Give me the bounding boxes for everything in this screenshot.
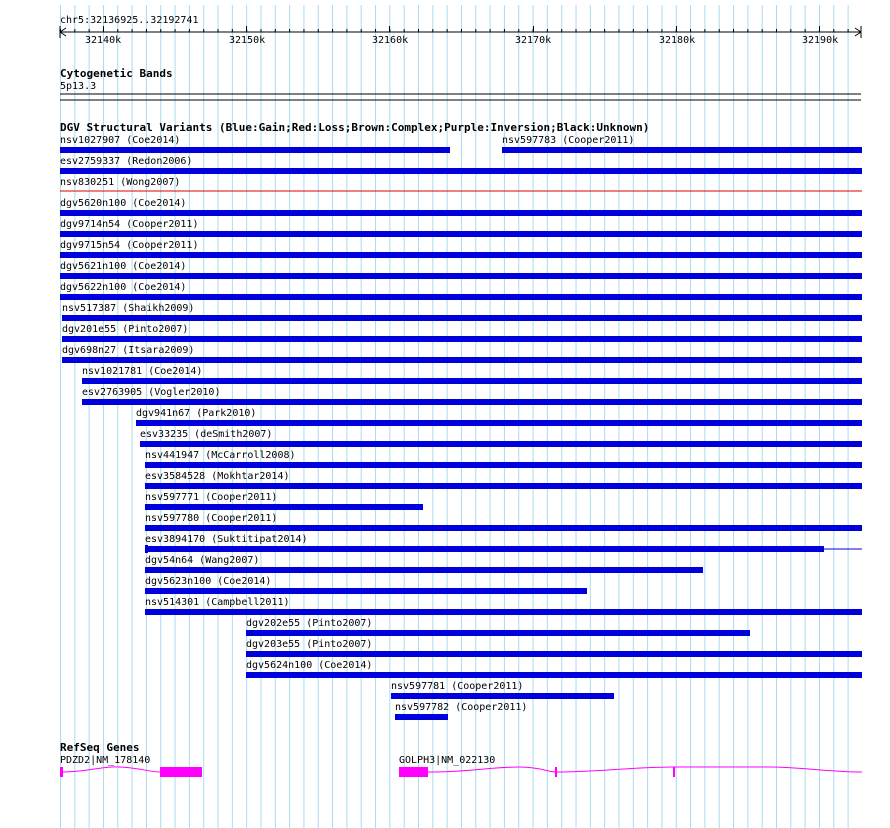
variant-label[interactable]: nsv441947 (McCarroll2008) — [145, 450, 296, 461]
variant-bar — [145, 567, 703, 573]
gene-label[interactable]: PDZD2|NM_178140 — [60, 755, 151, 766]
golph3-exon — [555, 767, 557, 777]
variant-bar — [62, 357, 862, 363]
variant-bar — [145, 462, 862, 468]
cytoband-track — [60, 94, 861, 100]
variant-bar — [82, 399, 862, 405]
variant-label[interactable]: nsv597780 (Cooper2011) — [145, 513, 278, 524]
pdzd2-exon — [60, 767, 63, 777]
variant-label[interactable]: nsv597781 (Cooper2011) — [391, 681, 524, 692]
variant-bar — [140, 441, 862, 447]
golph3-intron — [399, 767, 862, 772]
cytoband-label: 5p13.3 — [60, 81, 97, 92]
coordinate-ruler — [60, 26, 861, 38]
variant-bar — [145, 504, 423, 510]
variant-label[interactable]: dgv5620n100 (Coe2014) — [60, 198, 187, 209]
variant-bar — [391, 693, 614, 699]
gene-label[interactable]: GOLPH3|NM_022130 — [399, 755, 496, 766]
variant-bar — [60, 210, 862, 216]
variant-label[interactable]: dgv5622n100 (Coe2014) — [60, 282, 187, 293]
variant-bar — [246, 651, 862, 657]
variant-label[interactable]: esv33235 (deSmith2007) — [140, 429, 273, 440]
ruler-tick-label: 32190k — [802, 35, 839, 46]
cytoband-track-title[interactable]: Cytogenetic Bands — [60, 67, 173, 80]
variant-label[interactable]: dgv203e55 (Pinto2007) — [246, 639, 373, 650]
ruler-tick-label: 32180k — [659, 35, 696, 46]
variant-bar — [502, 147, 862, 153]
variant-bar — [145, 525, 862, 531]
variant-bar — [62, 336, 862, 342]
variant-label[interactable]: nsv517387 (Shaikh2009) — [62, 303, 195, 314]
variant-label[interactable]: nsv830251 (Wong2007) — [60, 177, 181, 188]
locus-position: chr5:32136925..32192741 — [60, 15, 199, 26]
variant-bar — [60, 231, 862, 237]
variant-bar — [82, 378, 862, 384]
golph3-exon — [673, 767, 675, 777]
variant-label[interactable]: nsv514301 (Campbell2011) — [145, 597, 290, 608]
variant-label[interactable]: dgv941n67 (Park2010) — [136, 408, 257, 419]
variant-bar — [60, 294, 862, 300]
variant-label[interactable]: nsv597783 (Cooper2011) — [502, 135, 635, 146]
variant-bar — [145, 546, 824, 552]
refseq-track-title[interactable]: RefSeq Genes — [60, 741, 140, 754]
ruler-tick-label: 32140k — [85, 35, 122, 46]
variant-label[interactable]: esv2763905 (Vogler2010) — [82, 387, 221, 398]
variant-label[interactable]: nsv1021781 (Coe2014) — [82, 366, 203, 377]
variant-bar — [136, 420, 862, 426]
variant-bar — [145, 483, 862, 489]
variant-label[interactable]: nsv1027907 (Coe2014) — [60, 135, 181, 146]
variant-label[interactable]: nsv597782 (Cooper2011) — [395, 702, 528, 713]
variant-label[interactable]: dgv5623n100 (Coe2014) — [145, 576, 272, 587]
variant-label[interactable]: dgv5621n100 (Coe2014) — [60, 261, 187, 272]
variant-bar — [60, 168, 862, 174]
variant-bar — [246, 672, 862, 678]
variant-bar — [60, 252, 862, 258]
variant-bar — [60, 147, 450, 153]
variant-bar — [395, 714, 448, 720]
variant-bar — [145, 588, 587, 594]
variant-label[interactable]: dgv54n64 (Wang2007) — [145, 555, 260, 566]
variant-label[interactable]: dgv9714n54 (Cooper2011) — [60, 219, 199, 230]
golph3-exon — [399, 767, 428, 777]
dgv-track-title[interactable]: DGV Structural Variants (Blue:Gain;Red:Loss;Brown:Complex;Purple:Inversion;Black:Unknown) — [60, 121, 650, 134]
ruler-tick-label: 32160k — [372, 35, 409, 46]
variant-label[interactable]: nsv597771 (Cooper2011) — [145, 492, 278, 503]
variant-label[interactable]: dgv698n27 (Itsara2009) — [62, 345, 195, 356]
pdzd2-exon — [160, 767, 202, 777]
variant-bar — [62, 315, 862, 321]
variant-bar — [60, 273, 862, 279]
variant-bar — [145, 609, 862, 615]
variant-label[interactable]: esv3894170 (Suktitipat2014) — [145, 534, 308, 545]
variant-label[interactable]: dgv201e55 (Pinto2007) — [62, 324, 189, 335]
variant-label[interactable]: esv2759337 (Redon2006) — [60, 156, 193, 167]
variant-bar — [246, 630, 750, 636]
variant-label[interactable]: esv3584528 (Mokhtar2014) — [145, 471, 290, 482]
ruler-tick-label: 32170k — [515, 35, 552, 46]
variant-tick — [145, 545, 148, 553]
variant-label[interactable]: dgv9715n54 (Cooper2011) — [60, 240, 199, 251]
ruler-tick-label: 32150k — [229, 35, 266, 46]
variant-label[interactable]: dgv5624n100 (Coe2014) — [246, 660, 373, 671]
variant-label[interactable]: dgv202e55 (Pinto2007) — [246, 618, 373, 629]
